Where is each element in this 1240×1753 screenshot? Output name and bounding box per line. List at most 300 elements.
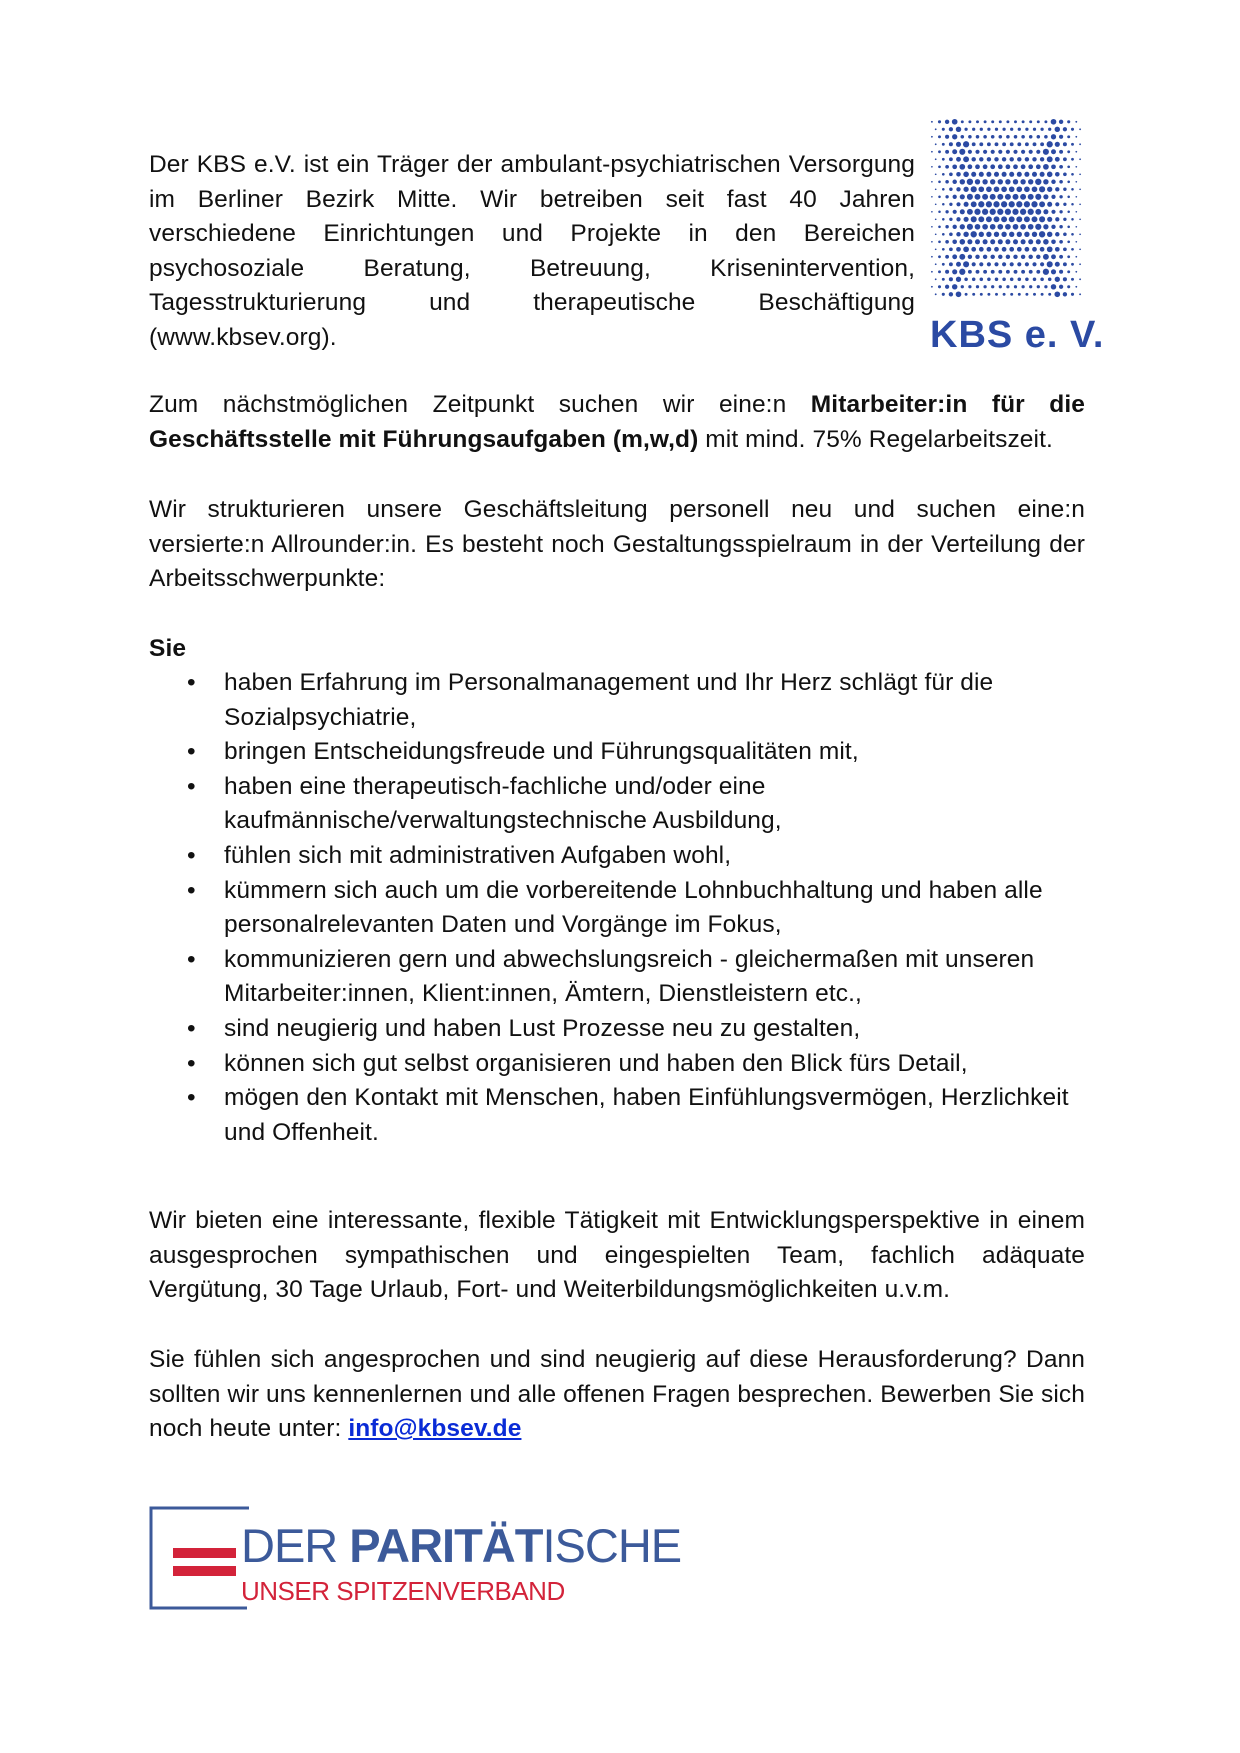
- kbs-logo-dot: [967, 209, 973, 215]
- list-item: [149, 1081, 1079, 1150]
- kbs-logo-dot: [942, 233, 945, 236]
- kbs-logo-dot: [963, 187, 968, 192]
- kbs-logo-dot: [990, 179, 995, 184]
- kbs-logo-dot: [1055, 217, 1059, 221]
- kbs-logo-dot: [1039, 201, 1045, 207]
- kbs-logo-dot: [1033, 293, 1036, 296]
- kbs-logo-dot: [938, 226, 941, 229]
- kbs-logo-dot: [1071, 143, 1074, 146]
- kbs-logo-dot: [1036, 270, 1040, 274]
- kbs-logo-dot: [1037, 135, 1041, 139]
- kbs-logo-dot: [971, 231, 977, 237]
- kbs-logo-dot: [1051, 164, 1056, 169]
- kbs-logo-dot: [949, 172, 953, 176]
- kbs-logo-dot: [968, 255, 972, 259]
- kbs-logo-dot: [983, 255, 987, 259]
- kbs-logo-dot: [931, 286, 933, 288]
- kbs-logo-dot: [1055, 277, 1060, 282]
- kbs-logo-dot: [1017, 232, 1022, 237]
- kbs-logo-dot: [986, 172, 991, 177]
- kbs-logo-dot: [1051, 240, 1056, 245]
- kbs-logo-dot: [931, 226, 933, 228]
- kbs-logo-dot: [1001, 216, 1007, 222]
- kbs-logo-dot: [945, 270, 949, 274]
- list-item: [149, 735, 1079, 770]
- kbs-logo-dot: [1040, 262, 1044, 266]
- kbs-logo-dot: [945, 150, 949, 154]
- kbs-logo-dot: [1071, 278, 1074, 281]
- kbs-logo-dot: [945, 285, 949, 289]
- kbs-logo-dot: [991, 285, 994, 288]
- kbs-logo-dot: [974, 209, 980, 215]
- kbs-logo-dot: [949, 157, 953, 161]
- kbs-logo-dot: [1028, 224, 1034, 230]
- kbs-logo-dot: [1051, 210, 1055, 214]
- kbs-logo-dot: [1006, 255, 1010, 259]
- paritaet-tagline: UNSER SPITZENVERBAND: [241, 1576, 565, 1606]
- kbs-logo-dot: [983, 285, 986, 288]
- kbs-logo-dot: [1029, 120, 1032, 123]
- kbs-logo-dot: [1079, 263, 1081, 265]
- kbs-logo-dot: [1071, 293, 1074, 296]
- kbs-logo-dot: [963, 141, 969, 147]
- kbs-logo-dot: [1005, 179, 1010, 184]
- kbs-logo-dot: [1040, 172, 1045, 177]
- kbs-logo-dot: [1043, 254, 1049, 260]
- kbs-logo-dot: [1055, 262, 1060, 267]
- paritaet-name-bold: PARITÄT: [349, 1519, 543, 1572]
- list-item-text: können sich gut selbst organisieren und haben den Blick fürs Detail,: [224, 1049, 968, 1077]
- kbs-logo-dot: [997, 209, 1003, 215]
- kbs-logo-dot: [1059, 135, 1063, 139]
- kbs-logo-dot: [1079, 143, 1081, 145]
- intro-paragraph: Der KBS e.V. ist ein Träger der ambulant-psychiatrischen Versorgung im Berliner Bezirk Mitte. Wir betreiben seit fast 40 Jahren verschiedene Einrichtungen und Projekte in den Bereichen psychosoziale Beratung, Betreuung, Krisenintervention, Tagesstrukturierung und therapeutische Beschäftigung (www.kbsev.org).: [149, 151, 915, 351]
- kbs-logo-dot: [995, 278, 999, 282]
- kbs-logo-dot: [975, 164, 980, 169]
- kbs-logo-dot: [1014, 270, 1018, 274]
- kbs-logo-dot: [994, 172, 999, 177]
- kbs-logo-dot: [1041, 293, 1044, 296]
- kbs-logo-dot: [942, 128, 945, 131]
- kbs-logo-dot: [953, 195, 957, 199]
- kbs-logo-dot: [1025, 262, 1029, 266]
- kbs-logo-dot: [971, 247, 976, 252]
- paritaet-name-tail: ISCHE: [542, 1519, 682, 1572]
- kbs-logo-dot: [1067, 165, 1070, 168]
- kbs-logo-dot: [976, 270, 980, 274]
- kbs-logo-dot: [935, 293, 937, 295]
- kbs-logo-dot: [931, 256, 933, 258]
- kbs-logo-dot: [1079, 218, 1081, 220]
- kbs-logo-dot: [938, 180, 941, 183]
- kbs-logo-dot: [1009, 232, 1014, 237]
- kbs-logo-dot: [975, 239, 980, 244]
- kbs-logo-dot: [1051, 149, 1056, 154]
- kbs-logo-dot: [1029, 270, 1033, 274]
- kbs-logo-dot: [1075, 181, 1077, 183]
- kbs-logo-dot: [1075, 151, 1077, 153]
- kbs-logo-dot: [956, 232, 961, 237]
- kbs-logo-dot: [1014, 285, 1017, 288]
- kbs-logo-dot: [1009, 201, 1015, 207]
- kbs-logo-dot: [998, 239, 1003, 244]
- kbs-logo-dot: [1067, 180, 1070, 183]
- list-item-text: haben Erfahrung im Personalmanagement und Ihr Herz schlägt für die Sozialpsychiatrie,: [224, 669, 994, 731]
- kbs-logo-dot: [1021, 164, 1026, 169]
- kbs-logo-dot: [1079, 278, 1081, 280]
- kbs-logo-dot: [1043, 239, 1049, 245]
- kbs-logo-dot: [938, 196, 941, 199]
- kbs-logo-dot: [1025, 128, 1028, 131]
- kbs-logo-dot: [1055, 187, 1059, 191]
- kbs-logo-dot: [935, 248, 937, 250]
- kbs-logo-dot: [938, 240, 941, 243]
- kbs-logo-dot: [1009, 186, 1015, 192]
- kbs-logo-dot: [990, 209, 996, 215]
- kbs-logo-dot: [1017, 157, 1021, 161]
- kbs-logo-dot: [963, 261, 969, 267]
- kbs-logo-dot: [953, 210, 957, 214]
- kbs-logo-dot: [1075, 166, 1077, 168]
- kbs-logo-dot: [979, 157, 983, 161]
- kbs-logo-dot: [961, 285, 964, 288]
- kbs-logo-dot: [998, 150, 1002, 154]
- kbs-logo-dot: [942, 278, 945, 281]
- kbs-logo-dot: [978, 201, 984, 207]
- kbs-logo-dot: [1029, 150, 1033, 154]
- kbs-logo-dot: [931, 151, 933, 153]
- kbs-logo-dot: [938, 150, 941, 153]
- kbs-logo-dot: [1075, 271, 1077, 273]
- kbs-logo-dot: [1059, 210, 1062, 213]
- kbs-logo-dot: [1048, 293, 1051, 296]
- list-item: [149, 839, 1079, 874]
- kbs-logo-dot: [979, 142, 983, 146]
- kbs-logo-dot: [990, 164, 995, 169]
- kbs-logo-dot: [1028, 194, 1034, 200]
- bullet-icon: •: [187, 669, 196, 696]
- kbs-logo-dot: [1003, 293, 1006, 296]
- kbs-logo-dot: [938, 211, 941, 214]
- kbs-logo-dot: [983, 150, 987, 154]
- kbs-logo-dot: [1002, 128, 1005, 131]
- kbs-logo-dot: [1047, 261, 1053, 267]
- kbs-logo-dot: [945, 165, 949, 169]
- kbs-logo-dot-pattern-icon: [930, 118, 1082, 298]
- kbs-logo-dot: [1035, 224, 1041, 230]
- kbs-logo-dot: [1009, 247, 1014, 252]
- kbs-logo-dot: [1035, 209, 1041, 215]
- kbs-logo-dot: [1055, 172, 1060, 177]
- kbs-logo-dot: [998, 255, 1002, 259]
- kbs-logo-dot: [1047, 141, 1053, 147]
- kbs-logo-dot: [1001, 201, 1007, 207]
- kbs-logo-dot: [971, 157, 975, 161]
- kbs-logo-dot: [991, 270, 995, 274]
- kbs-logo-dot: [1059, 270, 1063, 274]
- kbs-logo-dot: [1048, 128, 1051, 131]
- kbs-logo-dot: [1024, 216, 1030, 222]
- kbs-logo-dot: [1055, 142, 1060, 147]
- kbs-logo-dot: [979, 172, 984, 177]
- kbs-logo-dot: [942, 188, 945, 191]
- kbs-logo-dot: [935, 218, 937, 220]
- kbs-logo-dot: [945, 180, 949, 184]
- kbs-logo-dot: [967, 194, 973, 200]
- position-tail: mit mind. 75% Regelarbeitszeit.: [698, 425, 1053, 453]
- kbs-logo-dot: [983, 239, 988, 244]
- email-link[interactable]: info@kbsev.de: [348, 1415, 522, 1443]
- kbs-logo-dot: [1021, 135, 1025, 139]
- kbs-logo-dot: [991, 150, 995, 154]
- offer-paragraph: Wir bieten eine interessante, flexible Tätigkeit mit Entwicklungsperspektive in einem ausgesprochen sympathischen und eingespielten Team, fachlich adäquate Vergütung, 30 Tage Urlaub, Fort- und Weiterbildungsmöglichkeiten u.v.m.: [149, 1207, 1085, 1304]
- kbs-logo-dot: [1071, 218, 1074, 221]
- kbs-logo-dot: [987, 157, 991, 161]
- kbs-logo-dot: [1010, 278, 1014, 282]
- kbs-logo-dot: [945, 240, 949, 244]
- kbs-logo-dot: [1067, 255, 1070, 258]
- kbs-logo-dot: [1013, 239, 1018, 244]
- kbs-logo-dot: [1010, 262, 1014, 266]
- kbs-logo-dot: [1047, 246, 1053, 252]
- list-item-text: bringen Entscheidungsfreude und Führungsqualitäten mit,: [224, 738, 859, 766]
- kbs-logo-dot: [1079, 293, 1081, 295]
- kbs-logo-dot: [987, 293, 990, 296]
- kbs-logo-dot: [1016, 201, 1022, 207]
- list-item-text: kommunizieren gern und abwechslungsreich - gleichermaßen mit unseren Mitarbeiter:innen, Klient:innen, Ämtern, Dienstleistern etc.,: [224, 945, 1035, 1008]
- kbs-logo-dot: [1039, 231, 1045, 237]
- kbs-logo-dot: [1017, 247, 1022, 252]
- kbs-logo-dot: [945, 255, 949, 259]
- kbs-logo-dot: [949, 218, 952, 221]
- kbs-logo-dot: [994, 216, 1000, 222]
- kbs-logo-dot: [983, 135, 987, 139]
- kbs-logo-dot: [987, 128, 990, 131]
- kbs-logo-dot: [1059, 225, 1062, 228]
- kbs-logo-dot: [994, 247, 999, 252]
- kbs-logo-dot: [938, 135, 941, 138]
- kbs-logo-dot: [1037, 285, 1040, 288]
- kbs-logo-dot: [1067, 226, 1070, 229]
- kbs-logo-dot: [1059, 285, 1063, 289]
- kbs-logo-dot: [1047, 202, 1052, 207]
- kbs-logo-dot: [964, 278, 968, 282]
- kbs-logo-dot: [1063, 233, 1067, 237]
- kbs-logo-dot: [1059, 195, 1062, 198]
- kbs-logo-dot: [1036, 164, 1041, 169]
- kbs-logo-dot: [1067, 285, 1070, 288]
- kbs-logo-dot: [952, 149, 957, 154]
- kbs-logo-dot: [1079, 188, 1081, 190]
- kbs-logo-dot: [945, 210, 948, 213]
- kbs-logo-dot: [968, 120, 971, 123]
- kbs-logo-dot: [1032, 232, 1037, 237]
- kbs-logo-dot: [1055, 247, 1060, 252]
- kbs-logo-dot: [956, 291, 962, 297]
- kbs-logo-dot: [1005, 224, 1011, 230]
- kbs-logo-dot: [1009, 172, 1014, 177]
- kbs-logo-dot: [1001, 186, 1007, 192]
- kbs-logo-dot: [1055, 157, 1060, 162]
- list-item: [149, 943, 1079, 1012]
- kbs-logo-dot: [999, 135, 1003, 139]
- kbs-logo-dot: [1059, 150, 1063, 154]
- kbs-logo-dot: [1067, 120, 1070, 123]
- list-item-text: kümmern sich auch um die vorbereitende Lohnbuchhaltung und haben alle personalrelevanten Daten und Vorgänge im Fokus,: [224, 876, 1043, 939]
- kbs-logo-dot: [1017, 142, 1021, 146]
- kbs-logo-dot: [949, 203, 952, 206]
- kbs-logo-dot: [1067, 211, 1070, 214]
- kbs-logo-dot: [959, 254, 965, 260]
- kbs-logo-dot: [960, 224, 965, 229]
- kbs-logo-dot: [952, 119, 958, 125]
- kbs-logo-dot: [1024, 172, 1029, 177]
- kbs-logo-dot: [1020, 209, 1026, 215]
- kbs-logo-dot: [961, 135, 965, 139]
- kbs-logo-dot: [961, 120, 964, 123]
- kbs-logo-dot: [1036, 239, 1041, 244]
- kbs-logo-dot: [1001, 232, 1006, 237]
- kbs-logo-dot: [1067, 270, 1070, 273]
- kbs-logo-dot: [1018, 293, 1021, 296]
- kbs-logo-dot: [956, 172, 961, 177]
- kbs-logo-dot: [1055, 202, 1059, 206]
- kbs-logo-dot: [935, 128, 937, 130]
- kbs-logo-dot: [979, 232, 984, 237]
- kbs-logo-dot: [971, 201, 977, 207]
- kbs-logo-dot: [1006, 135, 1010, 139]
- kbs-logo-dot: [979, 262, 983, 266]
- kbs-logo-dot: [1040, 157, 1044, 161]
- kbs-logo-dot: [1063, 203, 1066, 206]
- kbs-logo-dot: [995, 128, 998, 131]
- kbs-logo-dot: [1033, 128, 1036, 131]
- kbs-logo-dot: [1067, 240, 1070, 243]
- list-item: [149, 874, 1079, 943]
- kbs-logo-dot: [935, 263, 937, 265]
- kbs-logo-dot: [1079, 203, 1081, 205]
- kbs-logo-dot: [1013, 224, 1019, 230]
- list-item: [149, 1047, 1079, 1082]
- kbs-logo-dot: [945, 195, 948, 198]
- kbs-logo-dot: [945, 225, 948, 228]
- kbs-logo-dot: [1043, 179, 1048, 184]
- kbs-logo: [930, 118, 1105, 368]
- kbs-logo-dot: [971, 186, 977, 192]
- kbs-logo-dot: [983, 164, 988, 169]
- kbs-logo-dot: [1059, 255, 1063, 259]
- kbs-logo-dot: [987, 247, 992, 252]
- kbs-logo-dot: [1051, 180, 1056, 185]
- kbs-logo-dot: [1044, 120, 1047, 123]
- kbs-logo-dot: [956, 277, 961, 282]
- kbs-logo-dot: [1021, 150, 1025, 154]
- kbs-logo-dot: [960, 194, 965, 199]
- kbs-logo-dot: [931, 121, 933, 123]
- closing-text: Sie fühlen sich angesprochen und sind neugierig auf diese Herausforderung? Dann sollten wir uns kennenlernen und alle offenen Fragen besprechen. Bewerben Sie sich noch heute unter:: [149, 1346, 1085, 1443]
- kbs-logo-dot: [949, 247, 953, 251]
- kbs-logo-dot: [1067, 150, 1070, 153]
- kbs-logo-dot: [959, 164, 965, 170]
- kbs-logo-dot: [979, 247, 984, 252]
- kbs-logo-dot: [968, 164, 973, 169]
- kbs-logo-dot: [1051, 284, 1056, 289]
- kbs-logo-dot: [986, 186, 992, 192]
- kbs-logo-dot: [972, 278, 976, 282]
- kbs-logo-dot: [994, 186, 1000, 192]
- kbs-logo-dot: [945, 120, 949, 124]
- kbs-logo-dot: [1048, 278, 1052, 282]
- kbs-logo-dot: [982, 224, 988, 230]
- kbs-logo-dot: [965, 293, 968, 296]
- kbs-logo-dot: [1009, 216, 1015, 222]
- kbs-logo-dot: [972, 142, 976, 146]
- closing-paragraph: [149, 1343, 1085, 1447]
- kbs-logo-dot: [1013, 255, 1017, 259]
- kbs-logo-dot: [931, 166, 933, 168]
- kbs-logo-dot: [1071, 263, 1074, 266]
- kbs-logo-dot: [1067, 196, 1070, 199]
- kbs-logo-dot: [1040, 278, 1044, 282]
- kbs-logo-dot: [1051, 225, 1055, 229]
- kbs-logo-dot: [1063, 142, 1067, 146]
- kbs-logo-dot: [986, 232, 991, 237]
- kbs-logo-dot: [1075, 121, 1077, 123]
- kbs-logo-dot: [1071, 128, 1074, 131]
- kbs-logo-dot: [968, 270, 972, 274]
- kbs-logo-dot: [991, 120, 994, 123]
- kbs-logo-dot: [1017, 262, 1021, 266]
- bullet-icon: •: [187, 738, 196, 766]
- kbs-logo-dot: [942, 173, 945, 176]
- kbs-logo-dot: [945, 135, 949, 139]
- kbs-logo-dot: [1006, 164, 1011, 169]
- kbs-logo-dot: [960, 179, 965, 184]
- kbs-logo-dot: [1035, 194, 1041, 200]
- kbs-logo-dot: [980, 278, 984, 282]
- kbs-logo-dot: [931, 181, 933, 183]
- kbs-logo-dot: [971, 216, 977, 222]
- kbs-logo-dot: [987, 262, 991, 266]
- bullet-icon: •: [187, 772, 196, 800]
- kbs-logo-dot: [1047, 217, 1052, 222]
- kbs-logo-dot: [1021, 255, 1025, 259]
- kbs-logo-dot: [1059, 120, 1063, 124]
- kbs-logo-dot: [1043, 224, 1048, 229]
- kbs-logo-dot: [995, 293, 998, 296]
- kbs-logo-dot: [1016, 186, 1022, 192]
- kbs-logo-dot: [952, 284, 957, 289]
- kbs-logo-dot: [1075, 211, 1077, 213]
- kbs-logo-dot: [963, 232, 968, 237]
- kbs-logo-dot: [952, 269, 957, 274]
- kbs-logo-dot: [1020, 224, 1026, 230]
- kbs-logo-dot: [986, 216, 992, 222]
- kbs-logo-dot: [1047, 156, 1053, 162]
- kbs-logo-dot: [1071, 188, 1074, 191]
- kbs-logo-dot: [1012, 209, 1018, 215]
- kbs-logo-dot: [990, 239, 995, 244]
- position-title: Mitarbeiter:in für die Geschäftsstelle mit Führungsaufgaben (m,w,d): [149, 391, 1086, 453]
- paritaet-name: [241, 1520, 681, 1572]
- kbs-logo-dot: [1044, 285, 1047, 288]
- bullet-icon: •: [187, 1049, 196, 1077]
- kbs-logo-dot: [1043, 209, 1048, 214]
- kbs-logo-dot: [963, 156, 969, 162]
- kbs-logo-dot: [1079, 248, 1081, 250]
- kbs-logo-dot: [1002, 142, 1006, 146]
- kbs-logo-dot: [956, 187, 960, 191]
